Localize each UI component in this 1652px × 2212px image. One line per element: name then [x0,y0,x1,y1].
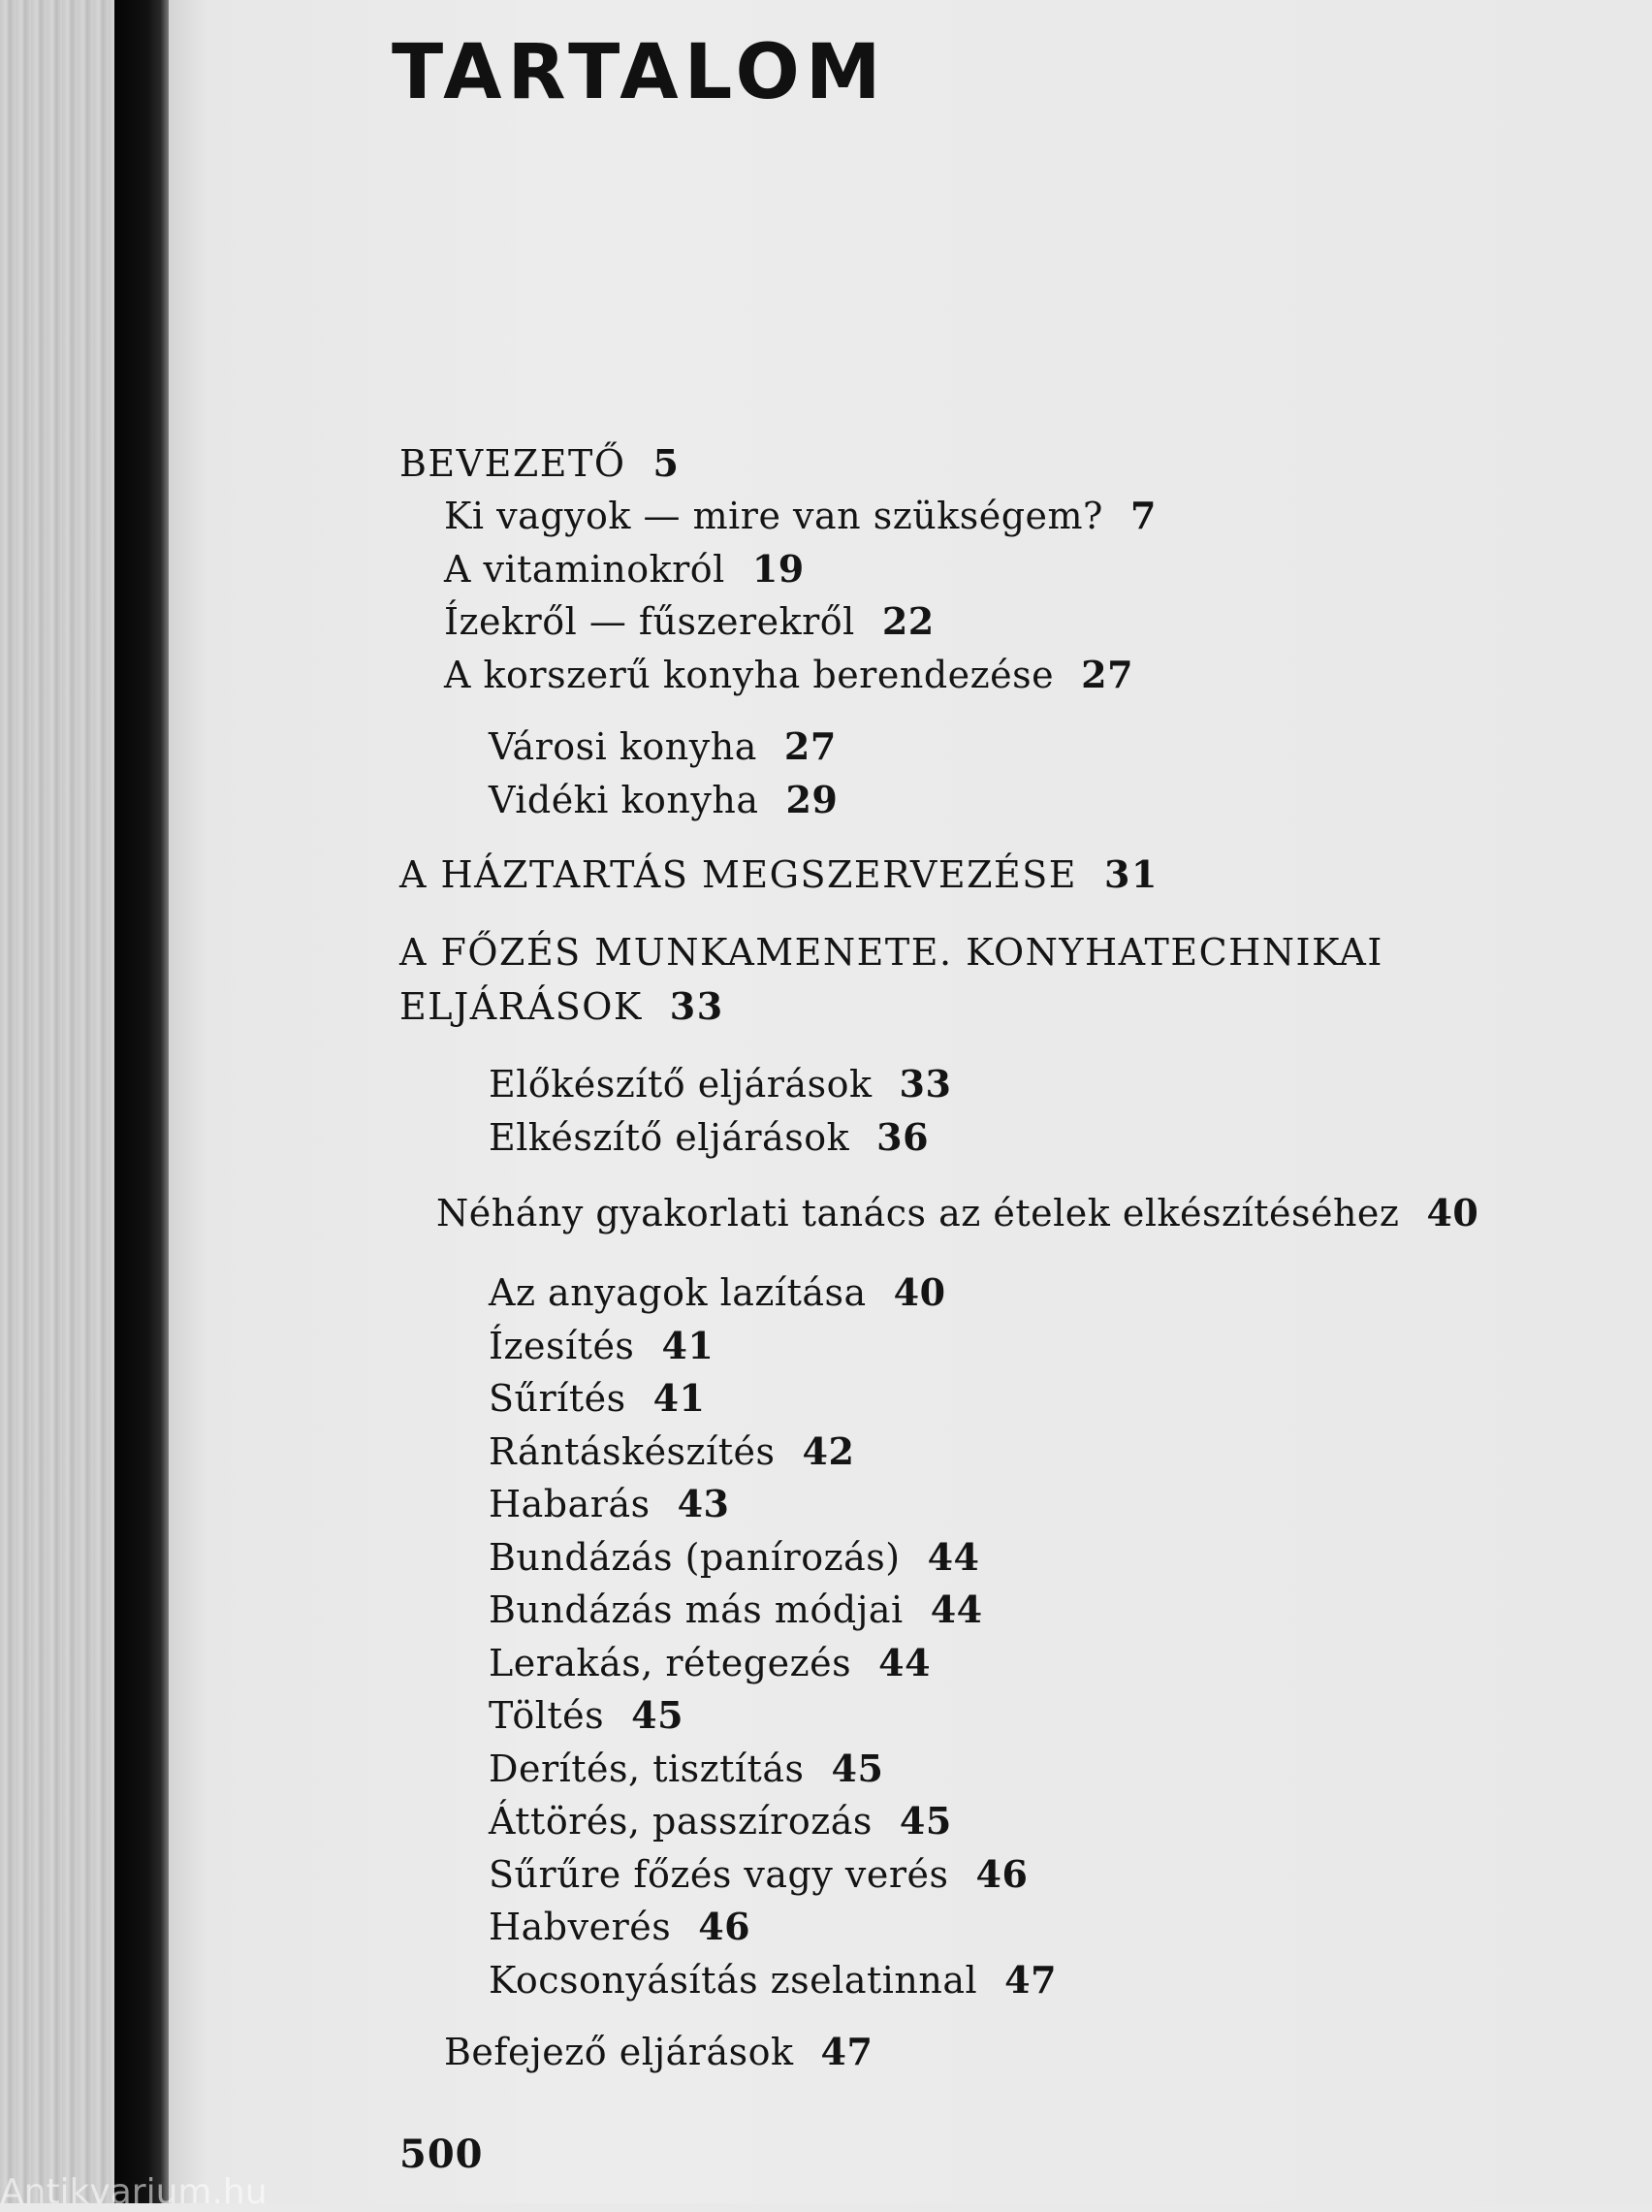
toc-entry [489,725,837,768]
toc-entry [489,1483,730,1525]
toc-entry [444,548,805,591]
toc-entry [489,779,838,821]
toc-entry-section [399,931,1383,974]
toc-entry [444,654,1133,696]
toc-entry-label: Sűrűre főzés vagy verés [489,1853,949,1896]
toc-entry-label: Lerakás, rétegezés [489,1642,852,1684]
toc-entry-page: 46 [975,1852,1029,1896]
toc-entry-page: 44 [927,1535,980,1579]
toc-entry [489,1853,1028,1896]
toc-entry-label: Áttörés, passzírozás [489,1800,873,1843]
toc-entry-page: 40 [893,1270,946,1314]
toc-entry-label: A vitaminokról [444,548,725,591]
toc-entry [489,1377,705,1420]
toc-entry [489,1588,983,1631]
toc-entry-label: Vidéki konyha [489,779,759,821]
toc-entry [489,1536,979,1579]
toc-entry-page: 47 [1004,1958,1058,2002]
toc-entry-label: A korszerű konyha berendezése [444,654,1055,696]
toc-entry-page: 33 [669,984,724,1028]
toc-entry-label: Városi konyha [489,725,757,768]
toc-entry-page: 22 [881,599,935,643]
toc-entry [489,1906,750,1948]
toc-entry-label: Befejező eljárások [444,2031,794,2073]
toc-entry-page: 27 [1081,653,1134,696]
toc-entry [444,495,1157,537]
toc-entry-page: 36 [876,1115,930,1159]
toc-entry-page: 44 [930,1587,983,1631]
toc-entry-label: Bundázás más módjai [489,1588,904,1631]
toc-entry-label: Ízekről — fűszerekről [444,600,855,643]
toc-entry-label: Habverés [489,1906,672,1948]
toc-entry-label: Töltés [489,1694,605,1737]
toc-entry [444,600,935,643]
toc-entry-page: 46 [698,1905,751,1948]
toc-entry-label: Kocsonyásítás zselatinnal [489,1959,978,2002]
toc-entry-section [399,853,1159,896]
toc-entry-page: 41 [661,1324,715,1367]
toc-entry [489,1642,931,1684]
toc-entry-page: 29 [785,778,839,821]
toc-entry-section-continued [399,985,724,1028]
toc-entry-label: Az anyagok lazítása [489,1271,867,1314]
toc-entry-page: 31 [1104,852,1159,896]
toc-entry [489,1271,946,1314]
toc-entry-label: Néhány gyakorlati tanács az ételek elkészítéséhez [436,1192,1400,1234]
toc-entry-label: Ki vagyok — mire van szükségem? [444,495,1103,537]
toc-entry-page: 45 [831,1747,884,1790]
toc-entry-page: 44 [878,1641,932,1684]
toc-entry-label: Habarás [489,1483,651,1525]
toc-entry-page: 27 [783,724,837,768]
toc-entry-label: A HÁZTARTÁS MEGSZERVEZÉSE [399,853,1078,896]
toc-entry [444,2031,873,2073]
toc-entry-page: 19 [751,547,805,591]
toc-entry-label: Ízesítés [489,1325,635,1367]
toc-entry-page: 41 [652,1376,706,1420]
toc-entry [489,1959,1057,2002]
toc-entry-bevezeto [399,442,680,485]
toc-entry-page: 40 [1426,1191,1479,1234]
toc-entry-page: 42 [802,1429,855,1473]
toc-entry [489,1116,929,1159]
toc-entry-page: 5 [652,441,681,485]
toc-entry-label: A FŐZÉS MUNKAMENETE. KONYHATECHNIKAI [399,931,1383,974]
toc-entry [489,1747,883,1790]
toc-entry-page: 33 [899,1062,952,1106]
toc-entry-label: Derítés, tisztítás [489,1747,805,1790]
toc-entry-page: 47 [820,2030,874,2073]
toc-entry [489,1694,683,1737]
toc-entry-label: ELJÁRÁSOK [399,985,643,1028]
toc-entry-label: Rántáskészítés [489,1430,776,1473]
toc-entry-label: Bundázás (panírozás) [489,1536,901,1579]
page-title: TARTALOM [392,29,887,116]
toc-entry [489,1325,714,1367]
toc-entry-page: 45 [631,1693,684,1737]
toc-entry [489,1800,952,1843]
page-number: 500 [399,2132,484,2177]
toc-entry-label: Előkészítő eljárások [489,1063,873,1106]
watermark: Antikvarium.hu [0,2172,268,2212]
toc-entry-page: 45 [899,1799,952,1843]
toc-entry-page: 43 [677,1482,730,1525]
toc-entry-label: Elkészítő eljárások [489,1116,850,1159]
toc-entry-label: BEVEZETŐ [399,442,626,485]
toc-entry [436,1192,1478,1234]
toc-entry-page: 7 [1129,494,1157,537]
toc-entry [489,1430,854,1473]
toc-entry-label: Sűrítés [489,1377,626,1420]
toc-entry [489,1063,951,1106]
